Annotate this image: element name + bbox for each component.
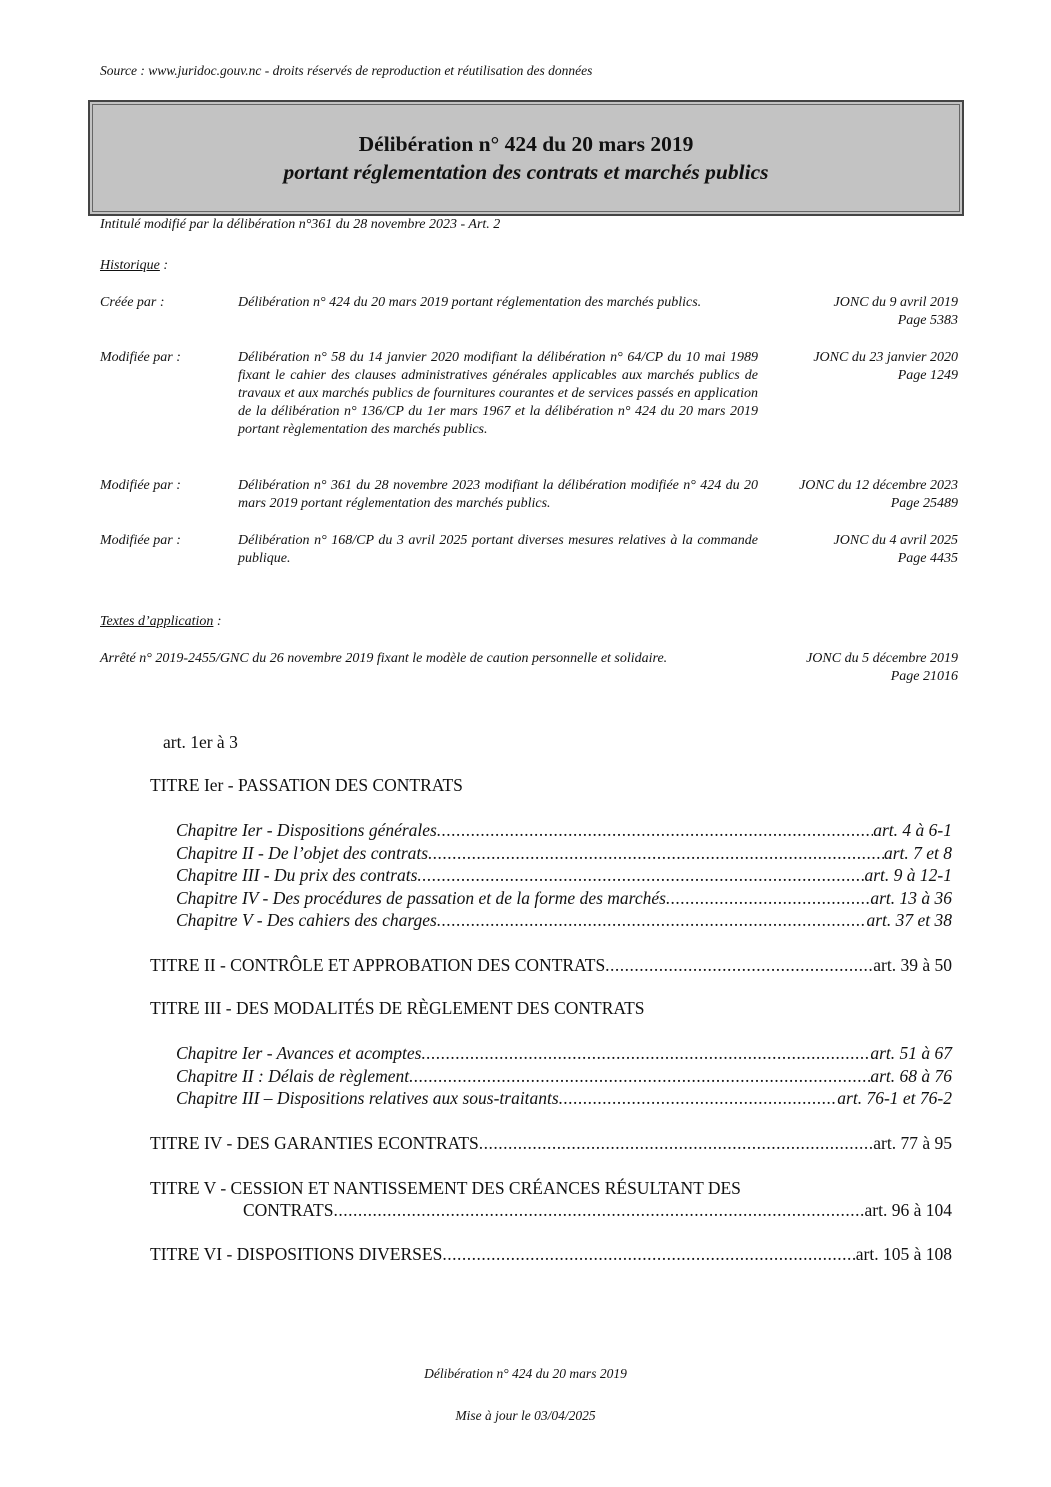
- title-note: Intitulé modifié par la délibération n°361 du 28 novembre 2023 - Art. 2: [100, 217, 501, 232]
- document-title: Délibération n° 424 du 20 mars 2019: [358, 132, 694, 156]
- toc-titre-5-cont: CONTRATS ..... art. 96 à 104: [243, 1199, 952, 1222]
- toc-chapter: Chapitre III - Du prix des contrats ..... art. 9 à 12-1: [176, 864, 952, 887]
- toc-chapter: Chapitre Ier - Dispositions générales ..... art. 4 à 6-1: [176, 819, 952, 842]
- textes-heading: Textes d’application :: [100, 614, 222, 629]
- history-text: Délibération n° 168/CP du 3 avril 2025 portant diverses mesures relatives à la commande publique.: [238, 533, 758, 566]
- textes-ref: JONC du 5 décembre 2019 Page 21016: [806, 651, 958, 684]
- history-text: Délibération n° 424 du 20 mars 2019 portant réglementation des marchés publics.: [238, 295, 702, 310]
- footer-update: Mise à jour le 03/04/2025: [455, 1408, 596, 1423]
- history-label: Modifiée par :: [100, 350, 181, 365]
- toc-titre-1-chapters: [176, 819, 952, 932]
- toc-titre-4: TITRE IV - DES GARANTIES ECONTRATS ..... art. 77 à 95: [150, 1132, 952, 1155]
- toc-intro: art. 1er à 3: [163, 732, 238, 752]
- toc-chapter: Chapitre Ier - Avances et acomptes ..... art. 51 à 67: [176, 1042, 952, 1065]
- toc-titre-5: TITRE V - CESSION ET NANTISSEMENT DES CRÉANCES RÉSULTANT DES: [150, 1178, 741, 1198]
- history-ref: JONC du 12 décembre 2023 Page 25489: [799, 478, 958, 511]
- history-label: Modifiée par :: [100, 478, 181, 493]
- history-ref: JONC du 4 avril 2025 Page 4435: [833, 533, 958, 566]
- history-label: Modifiée par :: [100, 533, 181, 548]
- history-ref: JONC du 23 janvier 2020 Page 1249: [813, 350, 958, 383]
- toc-chapter: Chapitre III – Dispositions relatives aux sous-traitants ..... art. 76-1 et 76-2: [176, 1087, 952, 1110]
- toc-titre-6: TITRE VI - DISPOSITIONS DIVERSES ..... art. 105 à 108: [150, 1243, 952, 1266]
- historique-heading: Historique :: [100, 258, 169, 273]
- toc-titre-1: TITRE Ier - PASSATION DES CONTRATS: [150, 775, 463, 795]
- history-text: Délibération n° 58 du 14 janvier 2020 modifiant la délibération n° 64/CP du 10 mai 1989 fixant le cahier des clauses administratives générales applicables aux marchés publics de travaux et aux marchés publics de fournitures courantes et de services passés en application de la délibération n° 136/CP du 1er mars 1967 et la délibération n° 424 du 20 mars 2019 portant règlementation des marchés publics.: [238, 350, 758, 437]
- history-text: Délibération n° 361 du 28 novembre 2023 modifiant la délibération modifiée n° 424 du 20 mars 2019 portant réglementation des marchés publics.: [238, 478, 758, 511]
- title-box: [88, 100, 964, 216]
- toc-titre-3: TITRE III - DES MODALITÉS DE RÈGLEMENT DES CONTRATS: [150, 998, 645, 1018]
- toc-titre-3-chapters: [176, 1042, 952, 1110]
- source-line: Source : www.juridoc.gouv.nc - droits réservés de reproduction et réutilisation des données: [100, 63, 593, 78]
- toc-chapter: Chapitre II - De l’objet des contrats ..... art. 7 et 8: [176, 842, 952, 865]
- toc-chapter: Chapitre V - Des cahiers des charges ..... art. 37 et 38: [176, 909, 952, 932]
- history-label: Créée par :: [100, 295, 165, 310]
- toc-chapter: Chapitre II : Délais de règlement ..... art. 68 à 76: [176, 1065, 952, 1088]
- document-subtitle: portant réglementation des contrats et marchés publics: [283, 160, 769, 184]
- footer-title: Délibération n° 424 du 20 mars 2019: [424, 1366, 627, 1381]
- toc-chapter: Chapitre IV - Des procédures de passation et de la forme des marchés ..... art. 13 à 36: [176, 887, 952, 910]
- history-ref: JONC du 9 avril 2019 Page 5383: [833, 295, 958, 328]
- textes-text: Arrêté n° 2019-2455/GNC du 26 novembre 2019 fixant le modèle de caution personnelle et solidaire.: [100, 651, 668, 666]
- toc-titre-2: TITRE II - CONTRÔLE ET APPROBATION DES CONTRATS ..... art. 39 à 50: [150, 954, 952, 977]
